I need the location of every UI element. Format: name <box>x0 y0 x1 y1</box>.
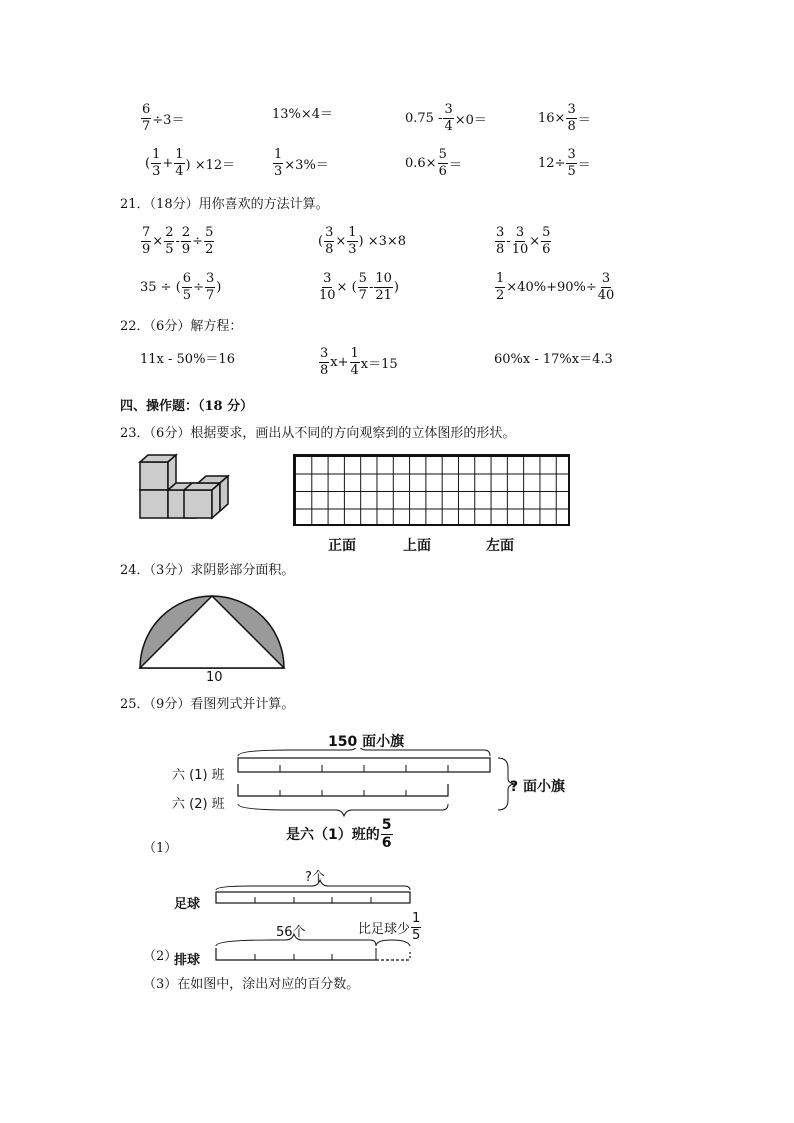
q24-title: 24．（3分）求阴影部分面积。 <box>120 563 295 578</box>
fraction: $\frac{3}{8}$ <box>567 102 576 134</box>
less-than-label: 比足球少 $\frac{1}{5}$ <box>358 911 421 943</box>
q21-expr-3: $\frac{3}{8}$ - $\frac{3}{10}$ × $\frac{5}{6}$ <box>496 225 551 257</box>
unknown-count-label: ?个 <box>305 870 325 885</box>
expr-r1-1: $\frac{6}{7}$ ÷3＝ <box>142 102 185 134</box>
section-4-heading: 四、操作题：（18 分） <box>120 399 254 414</box>
expr-r2-1: ( $\frac{1}{3}$ + $\frac{1}{4}$ ) ×12＝ <box>145 147 236 179</box>
expr-r1-4: 16× $\frac{3}{8}$ ＝ <box>538 102 591 134</box>
expr-r1-2: 13%×4＝ <box>272 107 334 122</box>
fraction: $\frac{3}{4}$ <box>444 102 453 134</box>
part1-label: （1） <box>143 841 178 856</box>
q21-expr-6: $\frac{1}{2}$ ×40%+90%÷ $\frac{3}{40}$ <box>496 271 615 303</box>
fraction: $\frac{6}{7}$ <box>142 102 151 134</box>
q21-expr-4: 35 ÷ ( $\frac{6}{5}$ ÷ $\frac{3}{7}$ ) <box>140 271 222 303</box>
q21-expr-1: $\frac{7}{9}$ × $\frac{2}{5}$ - $\frac{2}{9}$ ÷ $\frac{5}{2}$ <box>142 225 214 257</box>
part3-label: （3）在如图中，涂出对应的百分数。 <box>143 977 360 992</box>
count-56-label: 56个 <box>276 925 306 940</box>
part2-label: （2） <box>143 949 178 964</box>
football-label: 足球 <box>174 897 201 912</box>
unknown-total-label: ? 面小旗 <box>510 779 565 795</box>
q22-eq1: 11x - 50%＝16 <box>140 352 235 367</box>
cube-stack-figure <box>138 452 234 524</box>
drawing-grid[interactable] <box>293 454 570 526</box>
q22-eq3: 60%x - 17%x＝4.3 <box>494 352 613 367</box>
label-top: 上面 <box>403 538 431 554</box>
expr-r2-4: 12÷ $\frac{3}{5}$ ＝ <box>538 147 591 179</box>
ratio-label: 是六（1）班的 $\frac{5}{6}$ <box>286 817 392 851</box>
total-flags-label: 150 面小旗 <box>328 734 405 750</box>
class2-label: 六 (2) 班 <box>172 797 225 812</box>
volleyball-label: 排球 <box>174 953 201 968</box>
label-front: 正面 <box>328 538 356 554</box>
expr-r2-2: $\frac{1}{3}$ ×3%＝ <box>274 147 329 179</box>
expr-r2-3: 0.6× $\frac{5}{6}$ ＝ <box>405 147 462 179</box>
expr-r1-3: 0.75 - $\frac{3}{4}$ ×0＝ <box>405 102 487 134</box>
ball-bar-diagram <box>212 878 422 964</box>
q22-title: 22．（6分）解方程： <box>120 319 243 334</box>
semicircle-figure <box>136 586 288 670</box>
q21-title: 21．（18分）用你喜欢的方法计算。 <box>120 197 329 212</box>
q21-expr-2: ( $\frac{3}{8}$ × $\frac{1}{3}$ ) ×3×8 <box>318 225 407 257</box>
flag-bar-diagram <box>230 748 530 824</box>
q22-eq2: $\frac{3}{8}$ x+ $\frac{1}{4}$ x＝15 <box>320 346 398 378</box>
base-length: 10 <box>206 670 223 685</box>
q21-expr-5: $\frac{3}{10}$ × ( $\frac{5}{7}$ - $\frac{10}{21}$ ) <box>319 271 399 303</box>
q25-title: 25．（9分）看图列式并计算。 <box>120 697 295 712</box>
label-left: 左面 <box>486 538 514 554</box>
q23-title: 23．（6分）根据要求，画出从不同的方向观察到的立体图形的形状。 <box>120 426 516 441</box>
class1-label: 六 (1) 班 <box>172 768 225 783</box>
